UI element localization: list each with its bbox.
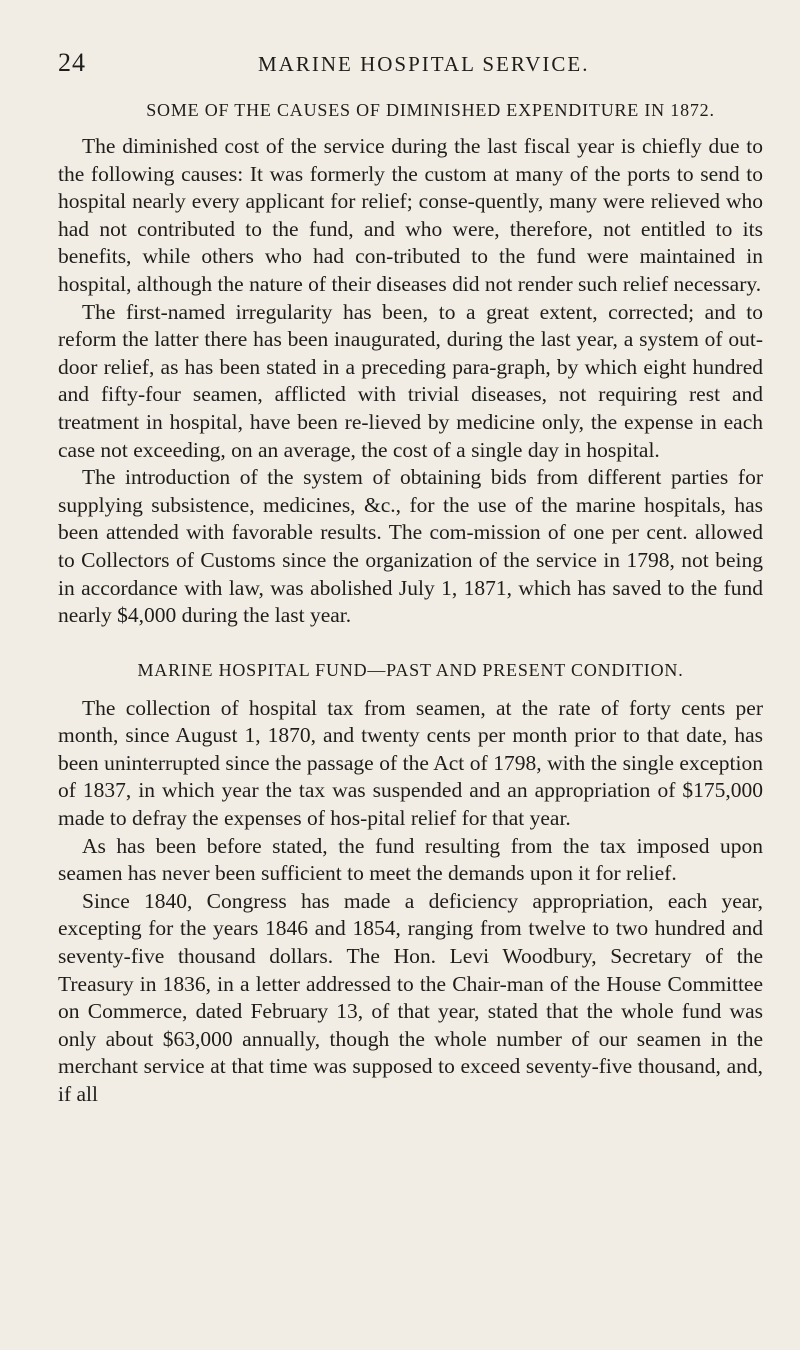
- paragraph: Since 1840, Congress has made a deficiency appropriation, each year, excepting for the years 1846 and 1854, ranging from twelve to two hundred and seventy-five thousand dollars. The Hon. Levi Woodbury, Secretary of the Treasury in 1836, in a letter addressed to the Chair-man of the House Committee on Commerce, dated February 13, of that year, stated that the whole fund was only about $63,000 annually, though the whole number of our seamen in the merchant service at that time was supposed to exceed seventy-five thousand, and, if all: [58, 888, 763, 1106]
- section-heading-hospital-fund: MARINE HOSPITAL FUND—PAST AND PRESENT CONDITION.: [137, 659, 684, 680]
- page-body: [58, 100, 763, 1109]
- running-head: MARINE HOSPITAL SERVICE.: [258, 52, 590, 76]
- page-header: [58, 48, 760, 78]
- paragraph: The diminished cost of the service during the last fiscal year is chiefly due to the following causes: It was formerly the custom at many of the ports to send to hospital nearly every applicant for relief; conse-quently, many were relieved who had not contributed to the fund, and who were, therefore, not entitled to its benefits, while others who had con-tributed to the fund were maintained in hospital, although the nature of their diseases did not render such relief necessary.: [58, 134, 763, 296]
- paragraph: The introduction of the system of obtaining bids from different parties for supplying subsistence, medicines, &c., for the use of the marine hospitals, has been attended with favorable results. The com-mission of one per cent. allowed to Collectors of Customs since the organization of the service in 1798, not being in accordance with law, was abolished July 1, 1871, which has saved to the fund nearly $4,000 during the last year.: [58, 465, 763, 628]
- paragraph: The collection of hospital tax from seamen, at the rate of forty cents per month, since August 1, 1870, and twenty cents per month prior to that date, has been uninterrupted since the passage of the Act of 1798, with the single exception of 1837, in which year the tax was suspended and an appropriation of $175,000 made to defray the expenses of hos-pital relief for that year.: [58, 695, 763, 831]
- section-heading-diminished-expenditure: SOME OF THE CAUSES OF DIMINISHED EXPENDITURE IN 1872.: [146, 100, 715, 120]
- page-number: 24: [58, 48, 86, 77]
- paragraph: The first-named irregularity has been, to a great extent, corrected; and to reform the latter there has been inaugurated, during the last year, a system of out-door relief, as has been stated in a preceding para-graph, by which eight hundred and fifty-four seamen, afflicted with trivial diseases, not requiring rest and treatment in hospital, have been re-lieved by medicine only, the expense in each case not exceeding, on an average, the cost of a single day in hospital.: [58, 299, 763, 462]
- paragraph: As has been before stated, the fund resulting from the tax imposed upon seamen has never been sufficient to meet the demands upon it for relief.: [58, 833, 763, 886]
